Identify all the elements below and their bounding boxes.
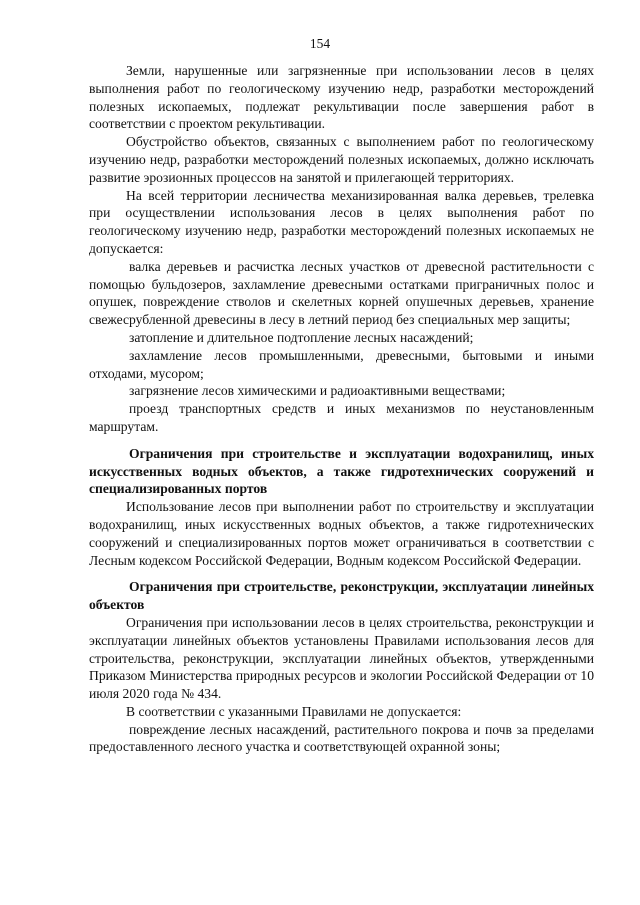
list-item: захламление лесов промышленными, древесными, бытовыми и иными отходами, мусором; [89, 347, 594, 381]
list-item: повреждение лесных насаждений, растительного покрова и почв за пределами предоставленного лесного участка и соответствующей охранной зоны; [89, 721, 594, 755]
page-number: 154 [309, 36, 331, 51]
section-heading-linear-objects: Ограничения при строительстве, реконструкции, эксплуатации линейных объектов [89, 579, 594, 613]
paragraph-linear-objects-rules: Ограничения при использовании лесов в целях строительства, реконструкции и эксплуатации линейных объектов установлены Правилами использования лесов для строительства, реконструкции, эксплуатации линейных объектов, утвержденными Приказом Министерства природных ресурсов и экологии Российской Федерации от 10 июля 2020 года № 434. [89, 614, 594, 702]
paragraph-not-allowed: В соответствии с указанными Правилами не допускается: [126, 703, 462, 719]
section-heading-reservoirs: Ограничения при строительстве и эксплуатации водохранилищ, иных искусственных водных объектов, а также гидротехнических сооружений и специализированных портов [89, 445, 594, 497]
list-item: затопление и длительное подтопление лесных насаждений; [129, 329, 474, 345]
paragraph-object-arrangement: Обустройство объектов, связанных с выполнением работ по геологическому изучению недр, разработки месторождений полезных ископаемых, должно исключать развитие эрозионных процессов на занятой и прилегающей территориях. [89, 134, 594, 185]
paragraph-reservoirs: Использование лесов при выполнении работ по строительству и эксплуатации водохранилищ, иных искусственных водных объектов, а также гидротехнических сооружений и специализированных портов может ограничиваться в соответствии с Лесным кодексом Российской Федерации, Водным кодексом Российской Федерации. [89, 499, 594, 568]
list-item: проезд транспортных средств и иных механизмов по неустановленным маршрутам. [89, 401, 594, 434]
paragraph-land-recultivation: Земли, нарушенные или загрязненные при использовании лесов в целях выполнения работ по геологическому изучению недр, разработки месторождений полезных ископаемых, подлежат рекультивации после завершения работ в соответствии с проектом рекультивации. [89, 63, 594, 132]
list-item: загрязнение лесов химическими и радиоактивными веществами; [129, 383, 506, 399]
page-content [89, 62, 594, 756]
list-item: валка деревьев и расчистка лесных участков от древесной растительности с помощью бульдозеров, захламление древесными остатками приграничных полос и опушек, повреждение стволов и скелетных корней опушечных деревьев, хранение свежесрубленной древесины в лесу в летний период без специальных мер защиты; [89, 258, 594, 328]
paragraph-mechanized-felling: На всей территории лесничества механизированная валка деревьев, трелевка при осуществлении использования лесов в целях выполнения работ по геологическому изучению недр, разработки месторождений полезных ископаемых не допускается: [89, 187, 594, 256]
